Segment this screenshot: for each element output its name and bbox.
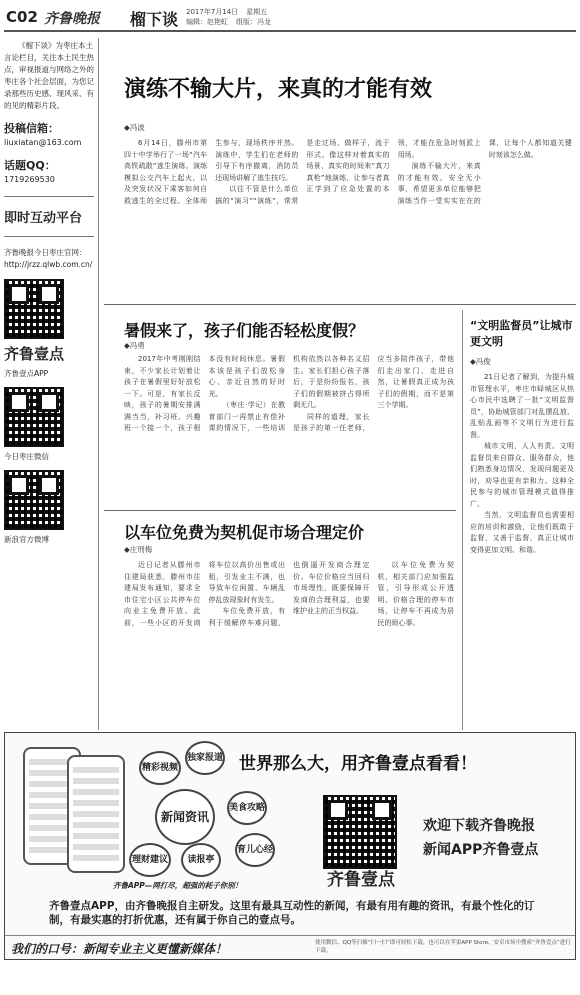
section-divider	[104, 510, 456, 511]
ad-footer	[5, 935, 575, 959]
feature-bubble: 理财建议	[129, 843, 171, 877]
feature-bubble: 独家报道	[185, 741, 225, 775]
article-paragraph: 以车位免费为契机，相关部门应加强监管，引导形成公开透明、价格合理的停车市场，让停车不再成为居民的烦心事。	[377, 561, 454, 627]
ad-app-line: 新闻APP齐鲁壹点	[423, 842, 539, 858]
article-1-body	[124, 138, 572, 298]
article-1-title[interactable]: 演练不输大片，来真的才能有效	[124, 77, 433, 102]
platform-title: 即时互动平台	[4, 211, 83, 226]
article-paragraph: 6月14日，滕州市第四十中学举行了一场“汽车高铁疏散”逃生演练。演练模拟公交汽车上起火，以及突发状况下乘客如何自救逃生的全过程。全体师生参与，现场秩序井然。演练中，学生们在老师的引导下有序撤离，消防员还现场讲解了逃生技巧。	[124, 139, 299, 205]
issue-weekday: 星期五	[246, 8, 268, 16]
sidebar-rule	[98, 38, 99, 730]
phone-mockup	[67, 755, 125, 873]
article-3-title[interactable]: 以车位免费为契机促市场合理定价	[124, 523, 365, 542]
article-2-title[interactable]: 暑假来了，孩子们能否轻松度假？	[124, 321, 365, 340]
mailbox-label: 投稿信箱：	[4, 122, 59, 135]
issue-date: 2017年7月14日	[186, 8, 239, 16]
qr-code-wechat[interactable]	[4, 387, 64, 447]
feature-bubble: 育儿心经	[235, 833, 275, 867]
column-rule	[462, 310, 463, 730]
ad-qr-code[interactable]	[323, 795, 397, 869]
qq-label: 话题QQ：	[4, 159, 56, 172]
platform-line: 齐鲁晚报今日枣庄官网：	[4, 248, 87, 257]
issue-meta	[186, 7, 279, 27]
page-number: C02	[6, 8, 38, 26]
article-paragraph: 当然，文明监督员也需要相应的培训和激励，让他们既敢于监督，又善于监督，真正让城市变得更加文明、和谐。	[470, 511, 574, 554]
qr-code-app[interactable]	[4, 279, 64, 339]
column-intro: 《榴下谈》为枣庄本土言论栏目，关注本土民生热点，审视报道与网络之外的枣庄各个社会层面，为您记录那些历史感、现风采、有的见的精彩片段。	[4, 41, 94, 110]
paper-logo: 齐鲁晚报	[44, 11, 100, 27]
masthead	[4, 4, 576, 32]
column-name: 榴下谈	[130, 10, 179, 29]
qr-code-weibo[interactable]	[4, 470, 64, 530]
section-divider	[104, 304, 576, 305]
ad-slogan: 世界那么大，用齐鲁壹点看看！	[239, 754, 477, 774]
mailbox-address[interactable]: liuxiatan@163.com	[4, 138, 82, 147]
sidebar	[4, 40, 94, 730]
feature-bubble: 精彩视频	[139, 751, 181, 785]
proof-credit: 组版：冯龙	[236, 18, 271, 26]
article-4-title[interactable]: “文明监督员”让城市更文明	[470, 319, 573, 348]
editor-credit: 编辑：赵艳虹	[186, 18, 228, 26]
qr-caption-app: 齐鲁壹点APP	[4, 369, 49, 378]
qr-brand: 齐鲁壹点	[4, 345, 65, 363]
qq-number: 1719269530	[4, 175, 55, 184]
ad-download-note: 使用微信、QQ等扫描“扫一扫”即可轻松下载，也可以在苹果APP Store、安卓市场中搜索“齐鲁壹点”进行下载。	[315, 940, 571, 954]
article-4-body	[470, 372, 574, 726]
article-paragraph: 同样的道理，家长是孩子的第一任老师，应当多陪伴孩子，带他们走出家门、走进自然，让暑假真正成为孩子们的假期，而不是第三个学期。	[293, 355, 454, 432]
article-3-body	[124, 560, 454, 726]
article-3-byline: ◆庄刑梅	[124, 545, 153, 554]
article-paragraph: 演练不输大片，来真的才能有效。安全无小事，希望更多单位能够把演练当作一堂实实在在的课，让每个人都知道关键时刻该怎么做。	[397, 139, 572, 205]
feature-bubble: 美食攻略	[227, 791, 267, 825]
platform-url[interactable]: http://jrzz.qlwb.com.cn/	[4, 260, 93, 269]
ad-caption: 齐鲁APP—网打尽，超强的耗子你别！	[113, 881, 243, 890]
article-paragraph: 近日记者从滕州市住建局获悉，滕州市住建局发布通知，要求全市住宅小区公共停车位向业主免费开放。此前，一些小区的开发商将车位以高价出售或出租，引发业主不满，也导致车位闲置、车辆乱停乱放现象时有发生。	[124, 561, 285, 627]
qr-caption-weibo: 新浪官方微博	[4, 535, 49, 544]
ad-brand: 齐鲁壹点	[327, 870, 395, 890]
article-2-body	[124, 354, 454, 504]
sidebar-divider	[4, 196, 94, 197]
article-4-byline: ◆冯俊	[470, 357, 491, 366]
article-paragraph: （枣庄·学记）在教育部门一再禁止有偿补课的情况下，一些培训机构依然以各种名义招生。家长们担心孩子落后，于是纷纷报名，孩子们的假期被挤占得所剩无几。	[208, 355, 370, 432]
article-paragraph: 城市文明，人人有责。文明监督员来自群众、服务群众，他们熟悉身边情况，发现问题更及时，劝导也更有亲和力。这种全民参与的城市管理模式值得推广。	[470, 442, 574, 508]
article-paragraph: 车位免费开放，有利于缓解停车难问题，也倒逼开发商合理定价。车位价格应当回归市场理性，既要保障开发商的合理利益，也要维护业主的正当权益。	[208, 561, 370, 627]
feature-bubble: 读报亭	[181, 843, 221, 877]
article-paragraph: 2017年中考刚刚结束，不少家长计划着让孩子在暑假里好好放松一下。可是，有家长反映，孩子的暑期安排满满当当，补习班、兴趣班一个接一个，孩子根本没有时间休息。暑假本该是孩子们放松身心、亲近自然的好时光。	[124, 355, 285, 432]
app-advertisement[interactable]	[4, 732, 576, 960]
qr-caption-wechat: 今日枣庄微信	[4, 452, 49, 461]
article-paragraph: 21日记者了解到，为提升城市管理水平，枣庄市峄城区从热心市民中选聘了一批“文明监督员”，协助城管部门对乱摆乱放、乱贴乱画等不文明行为进行监督。	[470, 373, 574, 439]
sidebar-divider	[4, 236, 94, 237]
ad-motto: 我们的口号：新闻专业主义更懂新媒体！	[11, 942, 228, 956]
article-1-byline: ◆冯波	[124, 123, 145, 132]
article-2-byline: ◆冯勇	[124, 341, 145, 350]
article-paragraph: 以往不管是什么单位搞的“演习”“演练”，常常是走过场、做样子，流于形式。像这样对着真实的场景、真实的时间来“真刀真枪”地演练，让参与者真正学到了应急处置的本领，才能在危急时刻派上用场。	[215, 139, 481, 205]
ad-description: 齐鲁壹点APP，由齐鲁晚报自主研发。这里有最具互动性的新闻，有最有用有趣的资讯，有最个性化的订制，有最实惠的打折优惠，还有属于你自己的壹点号。	[49, 900, 535, 926]
ad-download-line: 欢迎下载齐鲁晚报	[423, 818, 535, 834]
feature-bubble: 新闻资讯	[155, 789, 215, 845]
